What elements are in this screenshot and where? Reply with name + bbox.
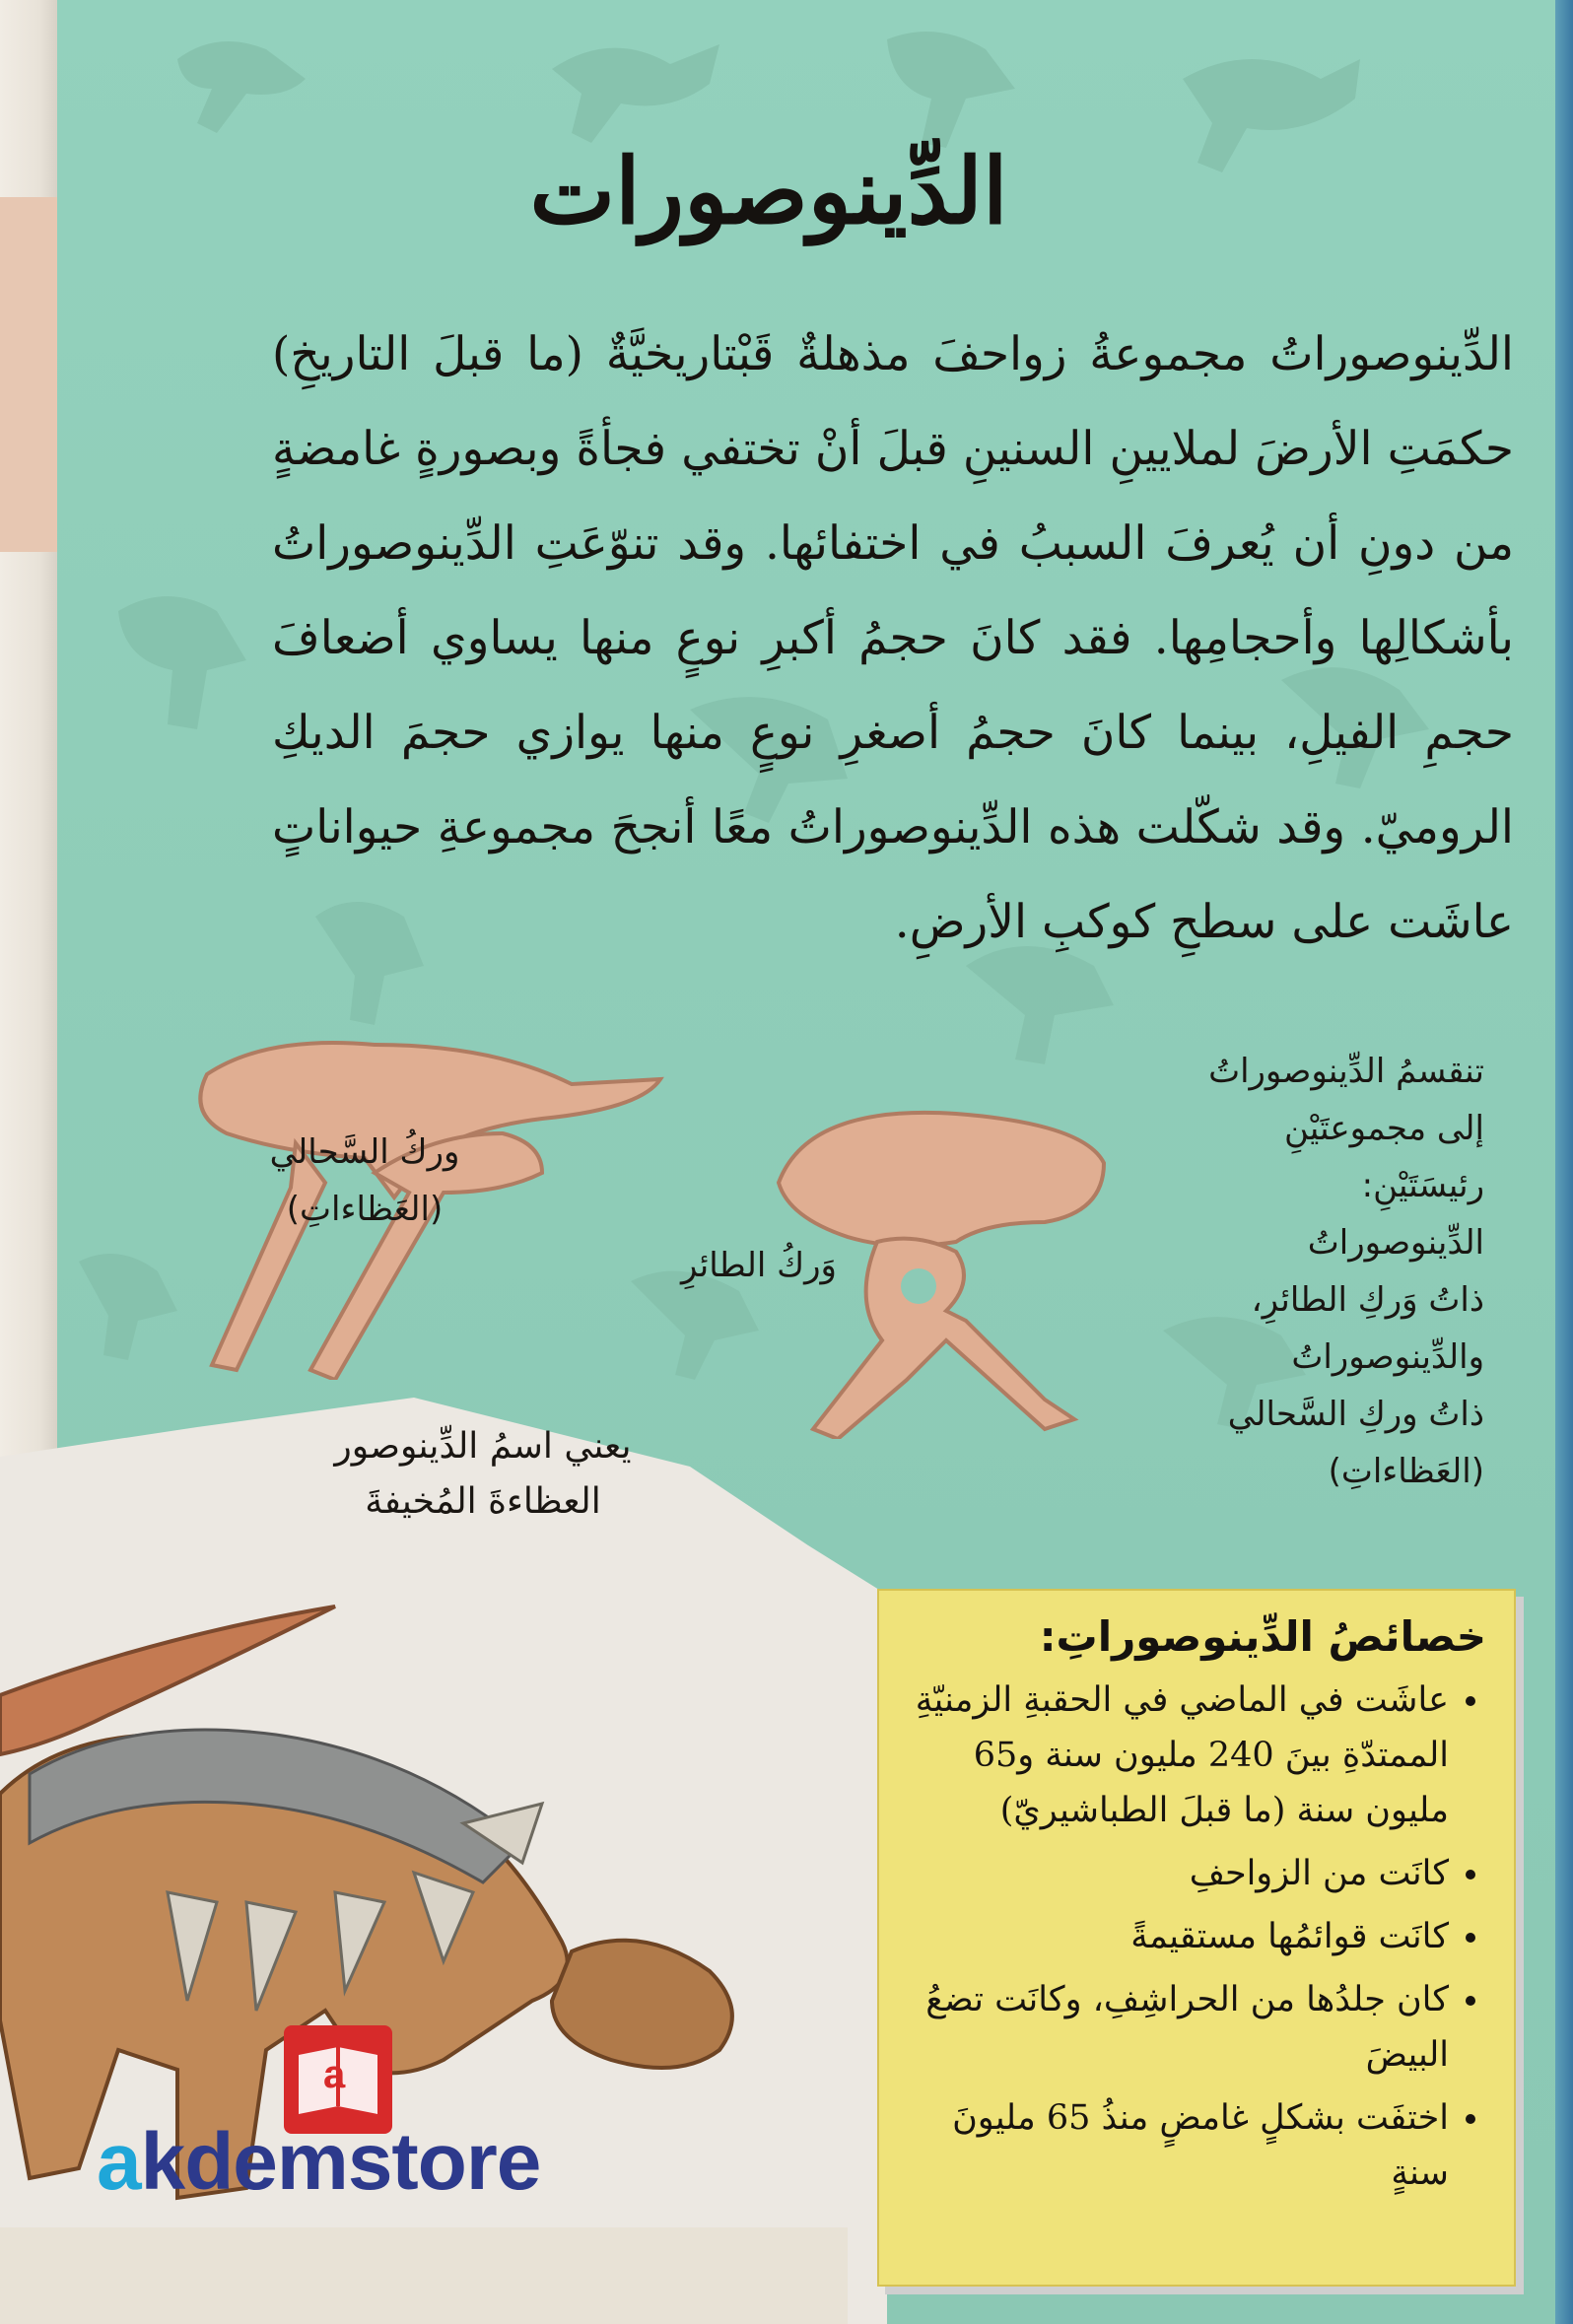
logo-wordmark-rest: kdemstore [140, 2117, 541, 2207]
facts-box [877, 1589, 1516, 2287]
note-line: ذاتُ وركِ السَّحالي [1227, 1395, 1484, 1434]
bird-hip-caption: وَركُ الطائرِ [681, 1246, 837, 1285]
note-line: ذاتُ وَركِ الطائرِ، [1251, 1280, 1484, 1320]
note-line: إلى مجموعتَيْنِ [1283, 1109, 1484, 1148]
logo-wordmark [97, 2116, 540, 2209]
note-line: رئيسَتَيْنِ: الدِّينوصوراتُ [1307, 1166, 1484, 1263]
note-line: والدِّينوصوراتُ [1291, 1337, 1484, 1377]
fact-item: • كانَت قوائمُها مستقيمةً [907, 1909, 1449, 1964]
caption-line: (العَظاءاتِ) [286, 1190, 444, 1229]
caption-line: العظاءةَ المُخيفةَ [365, 1481, 601, 1522]
facts-heading: خصائصُ الدِّينوصوراتِ: [1039, 1612, 1486, 1661]
page-title: الدِّينوصورات [529, 138, 1008, 244]
saurischian-hip-caption [241, 1124, 488, 1238]
caption-line: يعني اسمُ الدِّينوصور [334, 1426, 632, 1467]
caption-line: وركُ السَّحالي [269, 1132, 460, 1172]
logo-letter-a: a [97, 2117, 141, 2207]
facts-list [907, 1673, 1486, 2201]
dinosaur-name-caption [325, 1419, 641, 1530]
fact-item: • كانَت من الزواحفِ [907, 1846, 1449, 1901]
intro-paragraph: الدِّينوصوراتُ مجموعةُ زواحفَ مذهلةٌ قَبْتاريخيَّةٌ (ما قبلَ التاريخِ) حكمَتِ الأرضَ لملايينِ السنينِ قبلَ أنْ تختفي فجأةً وبصورةٍ غامضةٍ من دونِ أن يُعرفَ السببُ في اختفائها. وقد تنوّعَتِ الدِّينوصوراتُ بأشكالِها وأحجامِها. فقد كانَ حجمُ أكبرِ نوعٍ منها يساوي أضعافَ حجمِ الفيلِ، بينما كانَ حجمُ أصغرِ نوعٍ منها يوازي حجمَ الديكِ الروميّ. وقد شكّلت هذه الدِّينوصوراتُ معًا أنجحَ مجموعةِ حيواناتٍ عاشَت على سطحِ كوكبِ الأرضِ. [272, 327, 1514, 949]
hip-groups-note [1198, 1043, 1484, 1500]
akdemstore-logo [97, 2025, 609, 2232]
note-line: تنقسمُ الدِّينوصوراتُ [1208, 1052, 1484, 1091]
badge-letter: a [323, 2053, 346, 2096]
fact-item: • عاشَت في الماضي في الحقبةِ الزمنيّةِ الممتدّةِ بينَ 240 مليون سنة و65 مليون سنة (ما قبلَ الطباشيريّ) [907, 1673, 1449, 1838]
fact-item: • اختفَت بشكلٍ غامضٍ منذُ 65 مليونَ سنةٍ [907, 2090, 1449, 2201]
fact-item: • كان جلدُها من الحراشِفِ، وكانَت تضعُ البيضَ [907, 1972, 1449, 2083]
note-line: (العَظاءاتِ) [1328, 1452, 1484, 1491]
